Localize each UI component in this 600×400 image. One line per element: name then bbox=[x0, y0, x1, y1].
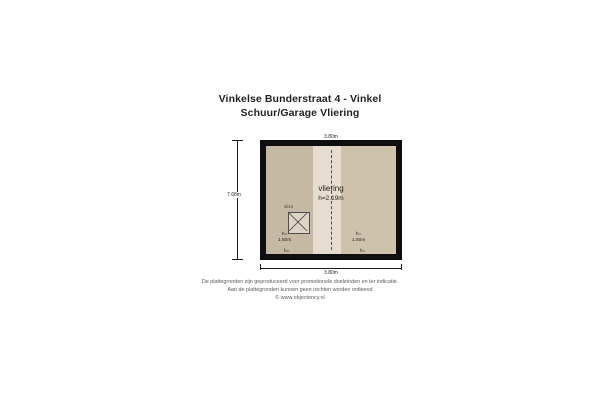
room-label bbox=[266, 184, 396, 204]
dimension-left bbox=[227, 140, 244, 260]
loft-hatch-icon bbox=[288, 212, 310, 234]
footer-line-2: Aan de plattegronden kunnen geen rechten worden ontleend bbox=[227, 287, 373, 293]
plan-walls bbox=[260, 140, 402, 260]
dimension-label-bottom: 3.80m bbox=[260, 270, 402, 276]
plan-floor bbox=[266, 146, 396, 260]
room-name: vliering bbox=[318, 184, 344, 193]
height-marker-2-prefix: h= bbox=[355, 232, 362, 237]
floorplan-drawing bbox=[216, 128, 416, 276]
height-marker-4 bbox=[356, 249, 369, 261]
height-marker-3-prefix: h= bbox=[283, 249, 290, 254]
height-marker-2-value: 1.50m bbox=[352, 238, 366, 243]
height-marker-4-value: 0.00m bbox=[356, 255, 370, 260]
height-marker-4-prefix: h= bbox=[359, 249, 366, 254]
hatch-caption: vlizo bbox=[284, 204, 294, 209]
footer-line-copyright: © www.objectency.nl bbox=[275, 295, 325, 301]
dimension-tick-bottom bbox=[232, 259, 243, 260]
dimension-bottom bbox=[260, 262, 402, 274]
dimension-line-bottom bbox=[260, 268, 402, 269]
height-marker-2 bbox=[352, 232, 365, 244]
height-marker-3-value: 0.00m bbox=[280, 255, 294, 260]
footer-disclaimer bbox=[0, 278, 600, 302]
dimension-tick-top bbox=[232, 140, 243, 141]
dimension-label-top: 3.80m bbox=[260, 134, 402, 140]
dimension-line-left bbox=[237, 140, 238, 260]
title-line-address: Vinkelse Bunderstraat 4 - Vinkel bbox=[218, 93, 382, 105]
room-height: h=2.19m bbox=[318, 195, 344, 202]
dimension-label-left: 7.68m bbox=[214, 192, 254, 198]
height-marker-1-value: 1.50m bbox=[278, 238, 292, 243]
height-marker-1 bbox=[278, 232, 291, 244]
height-marker-3 bbox=[280, 249, 293, 261]
height-marker-1-prefix: h= bbox=[281, 232, 288, 237]
page-title bbox=[0, 92, 600, 120]
title-line-subject: Schuur/Garage Vliering bbox=[240, 107, 360, 119]
footer-line-1: De plattegronden zijn geproduceerd voor promotionele doeleinden en ter indicatie. bbox=[201, 279, 399, 285]
